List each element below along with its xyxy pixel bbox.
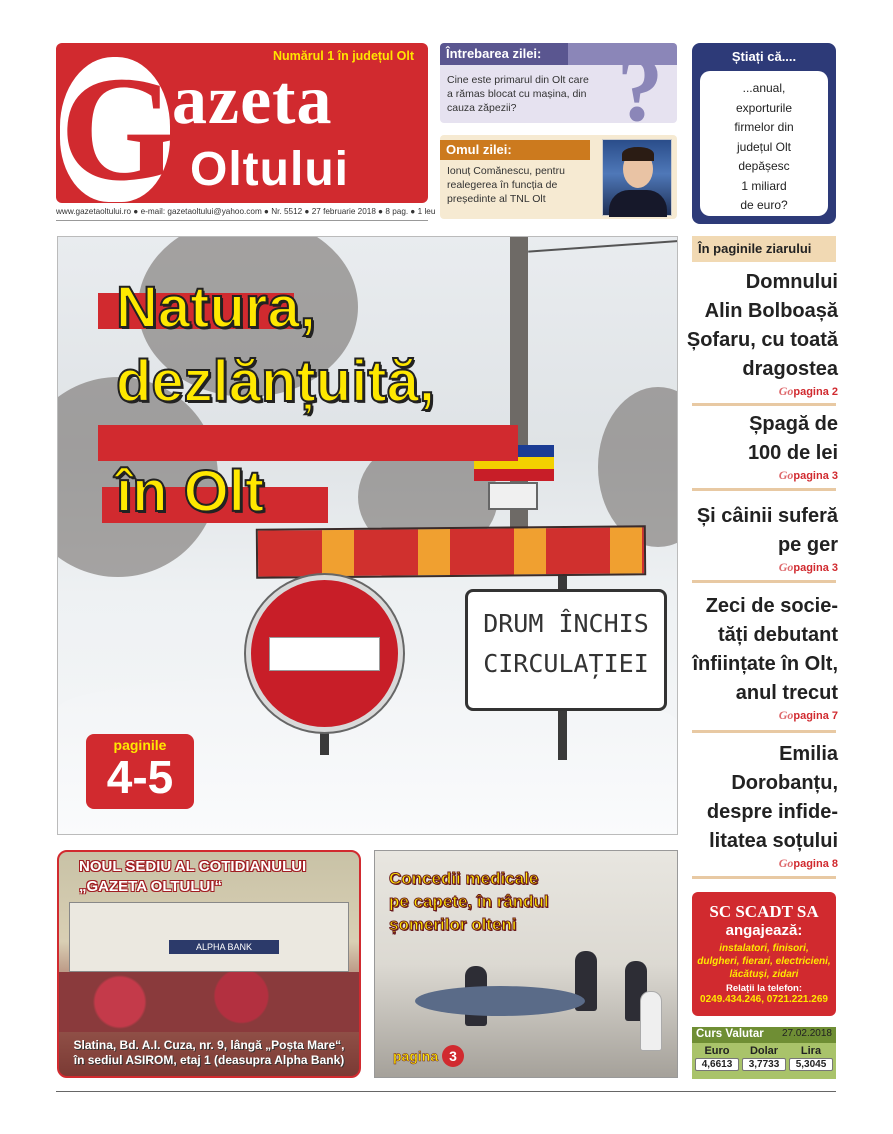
go-icon: Go — [778, 384, 794, 398]
person-of-day-title: Omul zilei: — [440, 140, 590, 160]
did-you-know-line: depășesc — [738, 159, 790, 173]
question-title: Întrebarea zilei: — [440, 43, 568, 65]
photo-small-sign — [488, 482, 538, 510]
jobs-line: instalatori, finisori, — [719, 943, 809, 954]
page-ref: pagina 8 — [793, 858, 838, 870]
exchange-title — [692, 1027, 836, 1043]
title-line: Și câinii suferă — [696, 505, 838, 527]
did-you-know-line: județul Olt — [736, 139, 792, 154]
exchange-title-text: Curs Valutar — [696, 1028, 764, 1040]
title-line: Alin Bolboașă — [704, 300, 838, 322]
currency-name: Lira — [800, 1045, 822, 1057]
question-mark-icon: ? — [617, 43, 663, 123]
page-ref: pagina 3 — [793, 562, 838, 574]
scadt-job-ad[interactable] — [692, 892, 836, 1016]
sidebar-item-page-link[interactable] — [678, 856, 838, 871]
did-you-know-line: firmelor din — [734, 120, 794, 134]
sidebar-item-title — [678, 740, 838, 856]
sidebar-item[interactable] — [678, 410, 838, 483]
question-of-day-box — [440, 43, 677, 123]
masthead-info-line: www.gazetaoltului.ro ● e-mail: gazetaoltului@yahoo.com ● Nr. 5512 ● 27 februarie 2018 ● 8 pag. ● 1 leu — [56, 207, 436, 216]
question-text: Cine este primarul din Olt care a rămas blocat cu mașina, din cauza zăpezii? — [447, 74, 589, 114]
address-line: Slatina, Bd. A.I. Cuza, nr. 9, lângă „Poșta Mare“, — [73, 1038, 345, 1052]
sidebar-item-title — [678, 502, 838, 560]
photo-table — [415, 986, 585, 1016]
no-entry-bar — [269, 637, 380, 671]
title-line: tăți debutant — [718, 624, 838, 646]
page-ref: pagina 2 — [793, 386, 838, 398]
headquarters-title: NOUL SEDIU AL COTIDIANULUI — [79, 858, 307, 875]
title-line: Domnului — [745, 271, 838, 293]
pages-number: 4-5 — [106, 751, 174, 803]
sidebar-separator — [692, 730, 836, 733]
sidebar-separator — [692, 403, 836, 406]
title-line: litatea soțului — [709, 830, 838, 852]
main-headline-line: în Olt — [116, 459, 265, 524]
main-story-pages-badge[interactable] — [86, 734, 194, 809]
go-icon: Go — [778, 708, 794, 722]
road-closed-line: DRUM ÎNCHIS — [483, 609, 649, 638]
masthead-slogan: Numărul 1 în județul Olt — [273, 49, 414, 63]
person-of-day-box — [440, 135, 677, 219]
photo-suit — [609, 190, 667, 217]
new-headquarters-box[interactable] — [57, 850, 361, 1078]
logo-azeta: azeta — [172, 62, 333, 139]
did-you-know-box — [692, 43, 836, 224]
scadt-hiring: angajează: — [725, 922, 803, 939]
currency-value: 5,3045 — [789, 1058, 833, 1071]
photo-building — [69, 902, 349, 972]
did-you-know-line: 1 miliard — [741, 178, 787, 193]
title-line: Șpagă de — [749, 413, 838, 435]
currency-value: 4,6613 — [695, 1058, 739, 1071]
photo-flowerbed — [59, 972, 361, 1032]
logo-oltului: Oltului — [190, 143, 349, 196]
sidebar-heading: În paginile ziarului — [692, 236, 836, 262]
medical-leave-headline — [389, 867, 549, 936]
currency-dollar — [742, 1045, 786, 1071]
title-line: dragostea — [742, 358, 838, 380]
did-you-know-line: ...anual, — [742, 81, 786, 95]
title-line: înființate în Olt, — [692, 653, 838, 675]
sidebar-item-title — [678, 410, 838, 468]
sidebar-item[interactable] — [678, 502, 838, 575]
photo-person — [640, 991, 662, 1051]
title-line: Dorobanțu, — [731, 772, 838, 794]
sidebar-item-page-link[interactable] — [678, 468, 838, 483]
medical-leave-story[interactable] — [374, 850, 678, 1078]
scadt-jobs — [692, 942, 836, 981]
page-ref: pagina 7 — [793, 710, 838, 722]
did-you-know-panel — [700, 71, 828, 216]
main-headline-line: dezlănțuită, — [116, 349, 436, 414]
bank-sign: ALPHA BANK — [169, 940, 279, 954]
go-icon: Go — [778, 856, 794, 870]
page-ref: pagina 3 — [793, 470, 838, 482]
headline-line: șomerilor olteni — [389, 915, 517, 934]
did-you-know-line: de euro? — [740, 198, 788, 212]
sidebar-item[interactable] — [678, 592, 838, 723]
photo-tree — [598, 387, 678, 547]
exchange-date: 27.02.2018 — [781, 1028, 832, 1039]
title-line: Zeci de socie- — [705, 595, 838, 617]
sidebar-item-page-link[interactable] — [678, 708, 838, 723]
currency-value: 3,7733 — [742, 1058, 786, 1071]
headquarters-address — [59, 1038, 359, 1068]
headline-red-underlay — [98, 425, 518, 461]
logo-g-letter: G — [60, 46, 177, 203]
address-line: în sediul ASIROM, etaj 1 (deasupra Alpha Bank) — [73, 1053, 345, 1067]
sidebar-item[interactable] — [678, 740, 838, 871]
did-you-know-line: exporturile — [735, 100, 793, 115]
page-number-badge: 3 — [442, 1045, 464, 1067]
jobs-line: lăcătuși, zidari — [729, 969, 799, 980]
title-line: 100 de lei — [747, 442, 838, 464]
headquarters-subtitle: „GAZETA OLTULUI“ — [79, 878, 223, 895]
pages-label: paginile — [113, 737, 167, 753]
did-you-know-text — [700, 79, 828, 216]
title-line: anul trecut — [735, 682, 838, 704]
page-label: pagina — [393, 1048, 439, 1064]
no-entry-sign — [246, 575, 403, 732]
footer-divider — [56, 1091, 836, 1092]
sidebar-separator — [692, 488, 836, 491]
currency-pound — [789, 1045, 833, 1071]
person-of-day-photo — [602, 139, 672, 216]
medical-leave-page-link[interactable] — [393, 1045, 464, 1067]
title-line: Emilia — [779, 743, 838, 765]
sidebar-item-title — [678, 592, 838, 708]
sidebar-separator — [692, 876, 836, 879]
title-line: Șofaru, cu toată — [686, 329, 838, 351]
jobs-line: dulgheri, fierari, electricieni, — [697, 956, 831, 967]
photo-hair — [622, 147, 654, 161]
main-headline-line: Natura, — [116, 275, 316, 340]
title-line: despre infide- — [706, 801, 838, 823]
road-closed-line: CIRCULAȚIEI — [483, 649, 649, 678]
scadt-phone-label: Relații la telefon: — [725, 983, 802, 994]
sidebar-item-title — [678, 268, 838, 384]
photo-wire — [528, 239, 678, 252]
photo-road-barrier — [256, 525, 646, 578]
go-icon: Go — [778, 468, 794, 482]
sidebar-item[interactable] — [678, 268, 838, 399]
exchange-rates-box — [692, 1027, 836, 1079]
title-line: pe ger — [777, 534, 838, 556]
did-you-know-title: Știați că.... — [731, 49, 797, 64]
masthead — [56, 43, 428, 203]
scadt-company: SC SCADT SA — [709, 902, 819, 921]
road-closed-sign — [465, 589, 667, 711]
sidebar-item-page-link[interactable] — [678, 560, 838, 575]
masthead-divider — [56, 220, 428, 221]
headline-line: Concedii medicale — [389, 869, 539, 888]
currency-name: Dolar — [749, 1045, 779, 1057]
scadt-phones[interactable]: 0249.434.246, 0721.221.269 — [700, 994, 828, 1005]
go-icon: Go — [778, 560, 794, 574]
sidebar-separator — [692, 580, 836, 583]
currency-name: Euro — [704, 1045, 730, 1057]
person-of-day-text: Ionuț Comănescu, pentru realegerea în funcția de președinte al TNL Olt — [447, 165, 565, 205]
sidebar-item-page-link[interactable] — [678, 384, 838, 399]
currency-euro — [695, 1045, 739, 1071]
headline-line: pe capete, în rândul — [389, 892, 549, 911]
main-story-photo[interactable] — [57, 236, 678, 835]
